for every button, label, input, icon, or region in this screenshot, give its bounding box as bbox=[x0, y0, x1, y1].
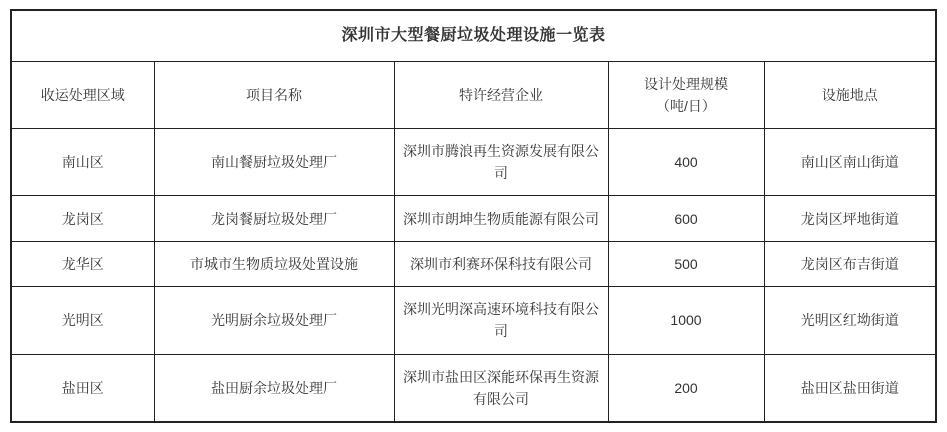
cell-location: 光明区红坳街道 bbox=[764, 287, 936, 354]
col-header-location: 设施地点 bbox=[764, 62, 936, 129]
table-row bbox=[11, 241, 936, 286]
cell-project-name: 龙岗餐厨垃圾处理厂 bbox=[154, 196, 394, 241]
col-header-region: 收运处理区域 bbox=[11, 62, 154, 129]
cell-region: 南山区 bbox=[11, 129, 154, 196]
cell-enterprise: 深圳光明深高速环境科技有限公司 bbox=[394, 287, 608, 354]
cell-capacity: 500 bbox=[608, 241, 764, 286]
cell-project-name: 市城市生物质垃圾处置设施 bbox=[154, 241, 394, 286]
cell-project-name: 光明厨余垃圾处理厂 bbox=[154, 287, 394, 354]
cell-region: 光明区 bbox=[11, 287, 154, 354]
cell-location: 南山区南山街道 bbox=[764, 129, 936, 196]
cell-location: 龙岗区坪地街道 bbox=[764, 196, 936, 241]
table-title: 深圳市大型餐厨垃圾处理设施一览表 bbox=[11, 10, 936, 62]
cell-capacity: 200 bbox=[608, 354, 764, 422]
table-row bbox=[11, 287, 936, 354]
col-header-enterprise: 特许经营企业 bbox=[394, 62, 608, 129]
cell-project-name: 南山餐厨垃圾处理厂 bbox=[154, 129, 394, 196]
title-row bbox=[11, 10, 936, 62]
cell-project-name: 盐田厨余垃圾处理厂 bbox=[154, 354, 394, 422]
cell-region: 盐田区 bbox=[11, 354, 154, 422]
facilities-table bbox=[10, 9, 937, 423]
col-header-capacity-label: 设计处理规模 bbox=[644, 76, 728, 92]
cell-region: 龙岗区 bbox=[11, 196, 154, 241]
cell-enterprise: 深圳市利赛环保科技有限公司 bbox=[394, 241, 608, 286]
cell-capacity: 400 bbox=[608, 129, 764, 196]
table-row bbox=[11, 129, 936, 196]
table-row bbox=[11, 354, 936, 422]
col-header-capacity bbox=[608, 62, 764, 129]
cell-enterprise: 深圳市腾浪再生资源发展有限公司 bbox=[394, 129, 608, 196]
cell-location: 盐田区盐田街道 bbox=[764, 354, 936, 422]
cell-region: 龙华区 bbox=[11, 241, 154, 286]
cell-capacity: 600 bbox=[608, 196, 764, 241]
cell-enterprise: 深圳市盐田区深能环保再生资源有限公司 bbox=[394, 354, 608, 422]
cell-location: 龙岗区布吉街道 bbox=[764, 241, 936, 286]
cell-enterprise: 深圳市朗坤生物质能源有限公司 bbox=[394, 196, 608, 241]
col-header-capacity-unit: （吨/日） bbox=[656, 98, 716, 114]
cell-capacity: 1000 bbox=[608, 287, 764, 354]
header-row bbox=[11, 62, 936, 129]
table-row bbox=[11, 196, 936, 241]
col-header-project-name: 项目名称 bbox=[154, 62, 394, 129]
